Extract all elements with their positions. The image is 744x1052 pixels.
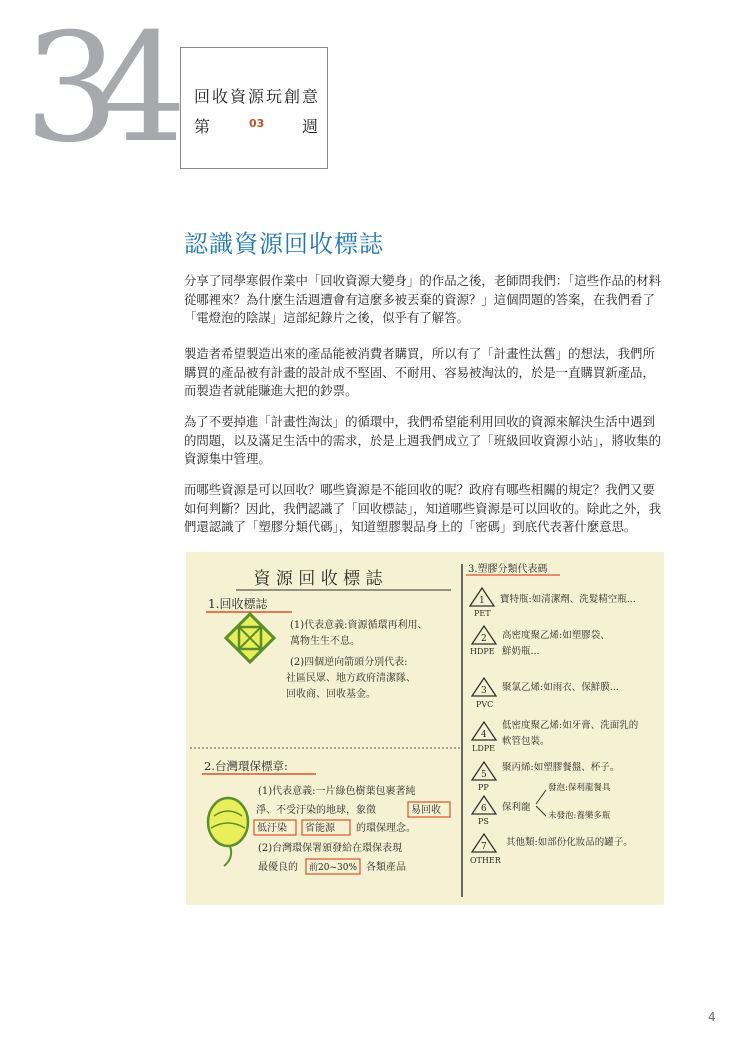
- section2-line: 最優良的: [258, 862, 298, 873]
- section2-heading: 2.台灣環保標章:: [204, 759, 288, 773]
- resin-code-description: 聚氯乙烯:如雨衣、保鮮膜...: [502, 682, 619, 693]
- resin-code-description: 軟管包裝。: [502, 736, 550, 747]
- section1-line: (2)四個逆向箭頭分別代表:: [290, 657, 408, 668]
- week-indicator: [194, 114, 318, 136]
- section1-line: 回收商、回收基金。: [286, 689, 376, 700]
- section2-line: 各類產品: [366, 862, 406, 873]
- resin-code-description: 發泡:保利龍餐具: [548, 783, 611, 793]
- page-number: 4: [708, 1010, 716, 1024]
- resin-code-description: 高密度聚乙烯:如塑膠袋、: [502, 630, 610, 641]
- section2-line: (1)代表意義:一片綠色樹葉包裹著純: [258, 786, 416, 797]
- resin-code-label: LDPE: [472, 744, 495, 753]
- article-paragraph: 分享了同學寒假作業中「回收資源大變身」的作品之後，老師問我們：「這些作品的材料從哪裡來？為什麼生活週遭會有這麼多被丟棄的資源？」這個問題的答案，在我們看了「電燈泡的陰謀」這部紀錄片之後，似乎有了解答。: [184, 273, 662, 325]
- resin-code-description: 寶特瓶:如清潔劑、洗髮精空瓶...: [500, 594, 636, 605]
- resin-code-label: PET: [474, 609, 491, 618]
- column-title: 回收資源玩創意: [194, 87, 321, 106]
- section2-line: 淨、不受汙染的地球，象徵: [256, 805, 376, 816]
- resin-code-description: 保利龍: [502, 802, 531, 813]
- resin-code-number: 2: [481, 634, 487, 644]
- week-number: 03: [249, 117, 265, 130]
- section3-heading: 3.塑膠分類代表碼: [468, 564, 548, 575]
- resin-code-label: PVC: [476, 700, 494, 709]
- eco-keyword: 前20~30%: [309, 863, 357, 873]
- poster-title: 資 源 回 收 標 誌: [253, 569, 383, 589]
- resin-code-number: 4: [481, 730, 487, 740]
- resin-code-description: 鮮奶瓶...: [502, 646, 540, 657]
- column-header-box: [180, 47, 328, 169]
- article-paragraph: 製造者希望製造出來的產品能被消費者購買，所以有了「計畫性汰舊」的想法，我們所購買的產品被有計畫的設計成不堅固、不耐用、容易被淘汰的，於是一直購買新產品，而製造者就能賺進大把的鈔票。: [184, 346, 655, 398]
- resin-code-label: PP: [478, 783, 489, 792]
- article-paragraph: 為了不要掉進「計畫性淘汰」的循環中，我們希望能利用回收的資源來解決生活中遇到的問題，以及滿足生活中的需求，於是上週我們成立了「班級回收資源小站」，將收集的資源集中管理。: [184, 414, 662, 466]
- resin-code-description: 聚丙烯:如塑膠餐盤、杯子。: [502, 762, 620, 773]
- eco-keyword: 低汙染: [257, 823, 287, 834]
- resin-code-number: 5: [481, 770, 487, 780]
- resin-code-description: 其他類:如部份化妝品的罐子。: [506, 837, 633, 848]
- resin-code-number: 3: [481, 686, 487, 696]
- section1-line: (1)代表意義:資源循環再利用、: [290, 620, 428, 631]
- section2-line: 的環保理念。: [356, 823, 416, 834]
- resin-code-label: HDPE: [470, 647, 495, 656]
- week-prefix: 第: [194, 117, 211, 136]
- article-paragraph: 而哪些資源是可以回收？哪些資源是不能回收的呢？政府有哪些相關的規定？我們又要如何判斷？因此，我們認識了「回收標誌」，知道哪些資源是可以回收的。除此之外，我們還認識了「塑膠分類代碼」，知道塑膠製品身上的「密碼」到底代表著什麼意思。: [184, 482, 662, 534]
- issue-number: 34: [24, 2, 159, 176]
- week-suffix: 週: [301, 117, 318, 136]
- resin-code-number: 6: [481, 804, 487, 814]
- eco-keyword: 易回收: [411, 805, 441, 816]
- resin-code-description: 未發泡:養樂多瓶: [548, 811, 611, 821]
- section2-line: (2)台灣環保署頒發給在環保表現: [258, 843, 403, 854]
- leaf-globe-icon: [208, 798, 248, 866]
- section1-line: 萬物生生不息。: [290, 636, 360, 647]
- resin-code-description: 低密度聚乙烯:如牙膏、洗面乳的: [502, 720, 639, 731]
- bracket-arrow-icon: [536, 790, 546, 816]
- section1-heading: 1.回收標誌: [208, 597, 268, 611]
- recycle-symbol-icon: [226, 614, 274, 662]
- article-title: 認識資源回收標誌: [184, 230, 384, 258]
- eco-keyword: 省能源: [305, 823, 335, 834]
- section1-line: 社區民眾、地方政府清潔隊、: [286, 673, 416, 684]
- resin-code-number: 1: [479, 596, 485, 606]
- recycling-poster-image: [186, 552, 664, 905]
- resin-code-label: OTHER: [470, 856, 501, 865]
- resin-code-number: 7: [481, 842, 487, 852]
- resin-code-label: PS: [478, 817, 489, 826]
